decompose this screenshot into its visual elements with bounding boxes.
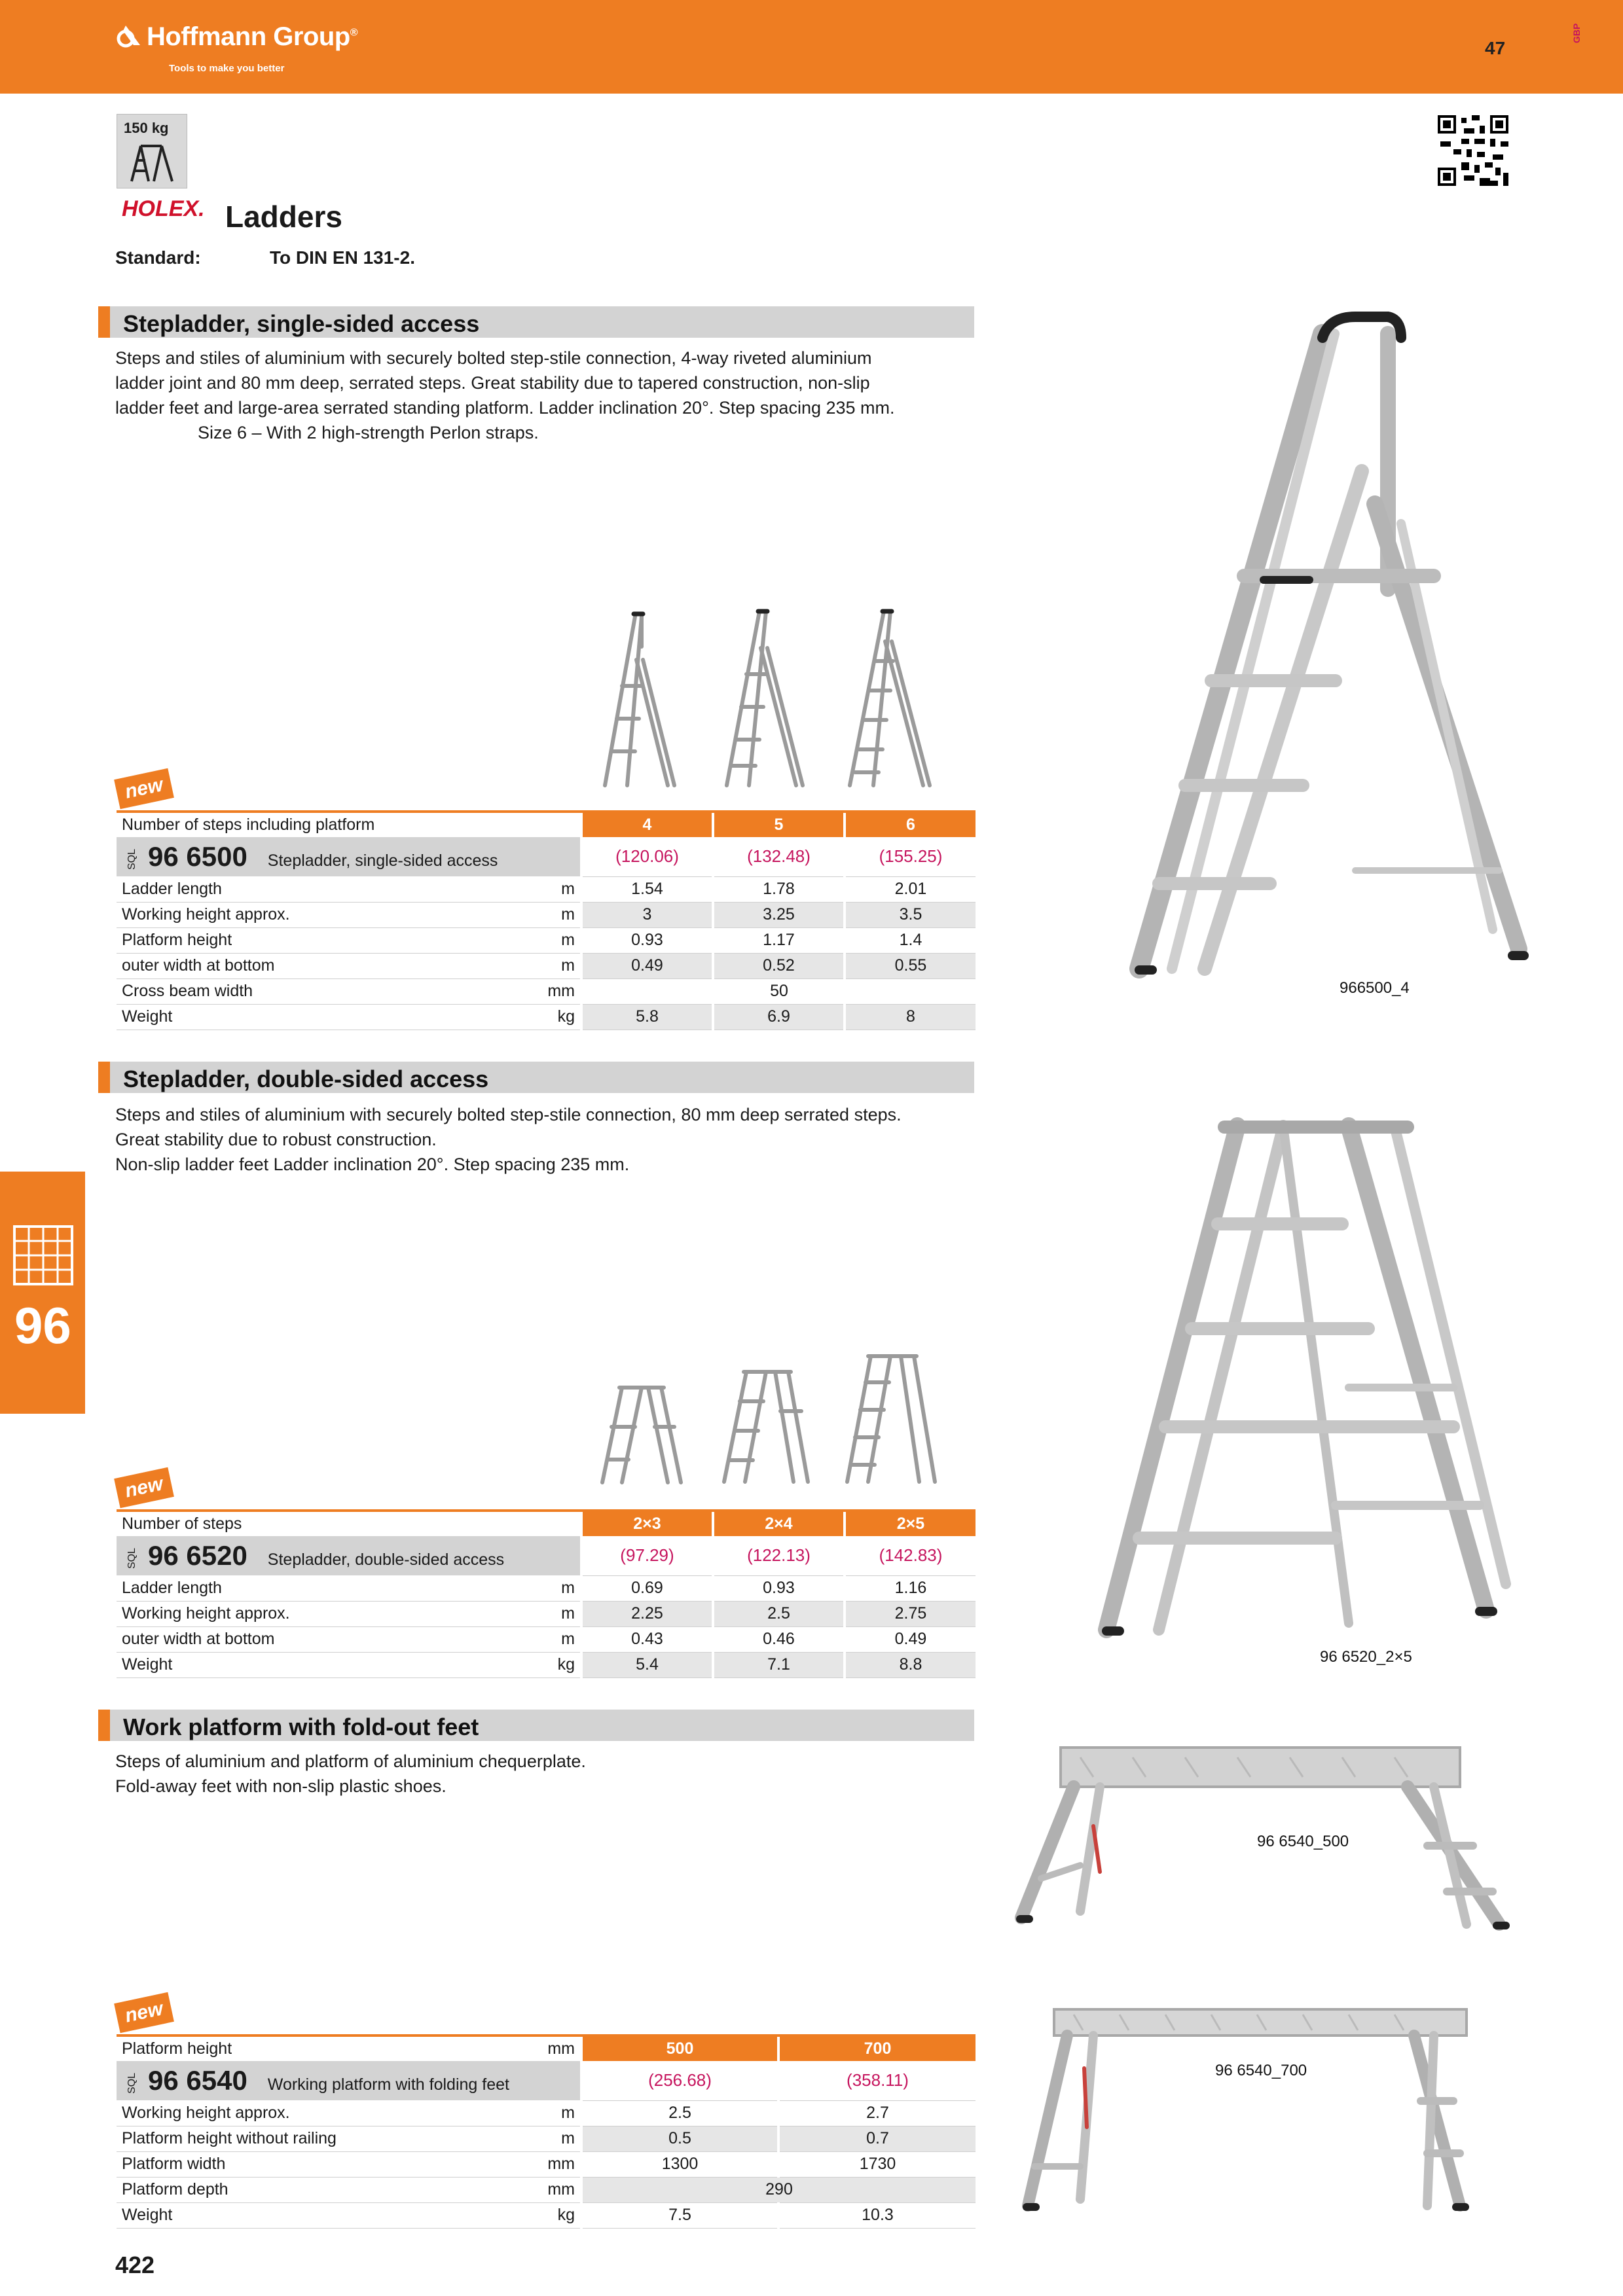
price: (155.25) [845,837,976,876]
qr-code-icon[interactable] [1438,115,1508,186]
table-row: Platform depth mm 290 [117,2177,976,2202]
section-heading-double-sided [98,1062,974,1093]
size-col: 6 [845,812,976,837]
load-rating: 150 kg [124,120,169,136]
price: (132.48) [713,837,845,876]
header-label: Platform height [117,2036,483,2061]
standard-value: To DIN EN 131-2. [270,247,415,268]
section-description: Steps and stiles of aluminium with securely bolted step-stile connection, 4-way riveted aluminium ladder joint and 80 mm deep, serrated steps. Great stability due to tapered construction, non-slip ladder feet and large-area serrated standing platform. Ladder inclination 20°. Step spacing 235 mm. Size 6 – With 2 high-strength Perlon straps. [115,346,979,445]
table-row: Weight kg 7.5 10.3 [117,2202,976,2228]
new-badge: new [114,1467,174,1508]
chapter-tab[interactable] [0,1172,85,1414]
article-description: Stepladder, single-sided access [267,852,498,870]
holex-logo: HOLEX. [122,196,205,221]
product-thumbnails-single[interactable] [589,602,962,792]
section-heading-work-platform [98,1710,974,1741]
section-description: Steps of aluminium and platform of aluminium chequerplate. Fold-away feet with non-slip plastic shoes. [115,1751,586,1796]
table-row: Cross beam width mm 50 [117,978,976,1004]
size-col: 500 [581,2036,778,2061]
image-caption: 96 6520_2×5 [1320,1648,1412,1666]
brand-mark-icon [117,23,143,49]
table-row: Weight kg 5.8 6.9 8 [117,1004,976,1030]
price: (142.83) [845,1536,976,1575]
table-row: Weight kg 5.4 7.1 8.8 [117,1652,976,1677]
new-badge: new [114,1992,174,2033]
article-cell[interactable]: SQL 96 6540 Working platform with folding feet [117,2061,581,2100]
price: (97.29) [581,1536,713,1575]
article-description: Working platform with folding feet [267,2075,509,2094]
footer-page-number: 422 [115,2251,155,2278]
article-number: 96 6500 [148,841,247,872]
page-title: Ladders [225,200,342,234]
product-image-966500[interactable] [1113,308,1532,988]
brand-logo: Hoffmann Group® [117,22,357,52]
spec-table-966520 [117,1509,976,1678]
image-caption: 96 6540_700 [1215,2062,1307,2079]
product-image-966540-700[interactable] [1008,2003,1480,2219]
header-label: Number of steps including platform [117,812,483,837]
price: (358.11) [778,2061,976,2100]
table-row: Working height approx. m 3 3.25 3.5 [117,902,976,927]
article-description: Stepladder, double-sided access [267,1551,505,1569]
size-col: 4 [581,812,713,837]
product-thumbnails-double[interactable] [589,1348,962,1486]
table-row: Working height approx. m 2.25 2.5 2.75 [117,1601,976,1626]
grid-icon [13,1225,73,1285]
ladder-icon [129,143,175,183]
section-title: Stepladder, double-sided access [123,1066,489,1092]
table-row: Platform height without railing m 0.5 0.7 [117,2126,976,2151]
table-row: Ladder length m 0.69 0.93 1.16 [117,1575,976,1601]
brand-tagline: Tools to make you better [169,63,285,74]
product-image-966520[interactable] [1087,1113,1532,1643]
currency-code: GBP [1571,23,1582,43]
article-cell[interactable]: SQL 96 6520 Stepladder, double-sided access [117,1536,581,1575]
size-col: 5 [713,812,845,837]
header-label: Number of steps [117,1511,483,1536]
size-note: Size 6 – With 2 high-strength Perlon straps. [198,423,539,442]
table-row: Platform width mm 1300 1730 [117,2151,976,2177]
table-row: Ladder length m 1.54 1.78 2.01 [117,876,976,902]
image-caption: 96 6540_500 [1257,1833,1349,1850]
header-page-number: 47 [1485,38,1506,58]
table-row: Working height approx. m 2.5 2.7 [117,2100,976,2126]
article-number: 96 6520 [148,1540,247,1571]
table-row: outer width at bottom m 0.43 0.46 0.49 [117,1626,976,1652]
section-title: Work platform with fold-out feet [123,1713,479,1740]
price: (256.68) [581,2061,778,2100]
spec-table-966500 [117,810,976,1030]
price: (122.13) [713,1536,845,1575]
spec-table-966540: Platform height mm 500 700 SQL 96 6540 Working platform with folding feet (256.68) (358.11) Working height approx. m 2.5 2.7 Platform height without railing m 0.5 0.7 Platform width mm 1300 1730 Platform depth mm 290 Weight kg 7.5 10.3 [117,2034,976,2229]
table-row: Platform height m 0.93 1.17 1.4 [117,927,976,953]
brand-name: Hoffmann Group [147,22,350,51]
load-rating-badge [117,114,187,188]
image-caption: 966500_4 [1340,979,1410,997]
section-description: Steps and stiles of aluminium with securely bolted step-stile connection, 80 mm deep serrated steps. Great stability due to robust construction. Non-slip ladder feet Ladder inclination 20°. Step spacing 235 mm. [115,1105,902,1174]
size-col: 2×4 [713,1511,845,1536]
section-title: Stepladder, single-sided access [123,310,480,337]
chapter-number: 96 [14,1297,71,1354]
article-number: 96 6540 [148,2065,247,2096]
price: (120.06) [581,837,713,876]
section-heading-single-sided [98,306,974,338]
size-col: 2×5 [845,1511,976,1536]
size-col: 2×3 [581,1511,713,1536]
new-badge: new [114,768,174,809]
table-row: outer width at bottom m 0.49 0.52 0.55 [117,953,976,978]
standard-label: Standard: [115,247,201,268]
article-cell[interactable]: SQL 96 6500 Stepladder, single-sided access [117,837,581,876]
size-col: 700 [778,2036,976,2061]
